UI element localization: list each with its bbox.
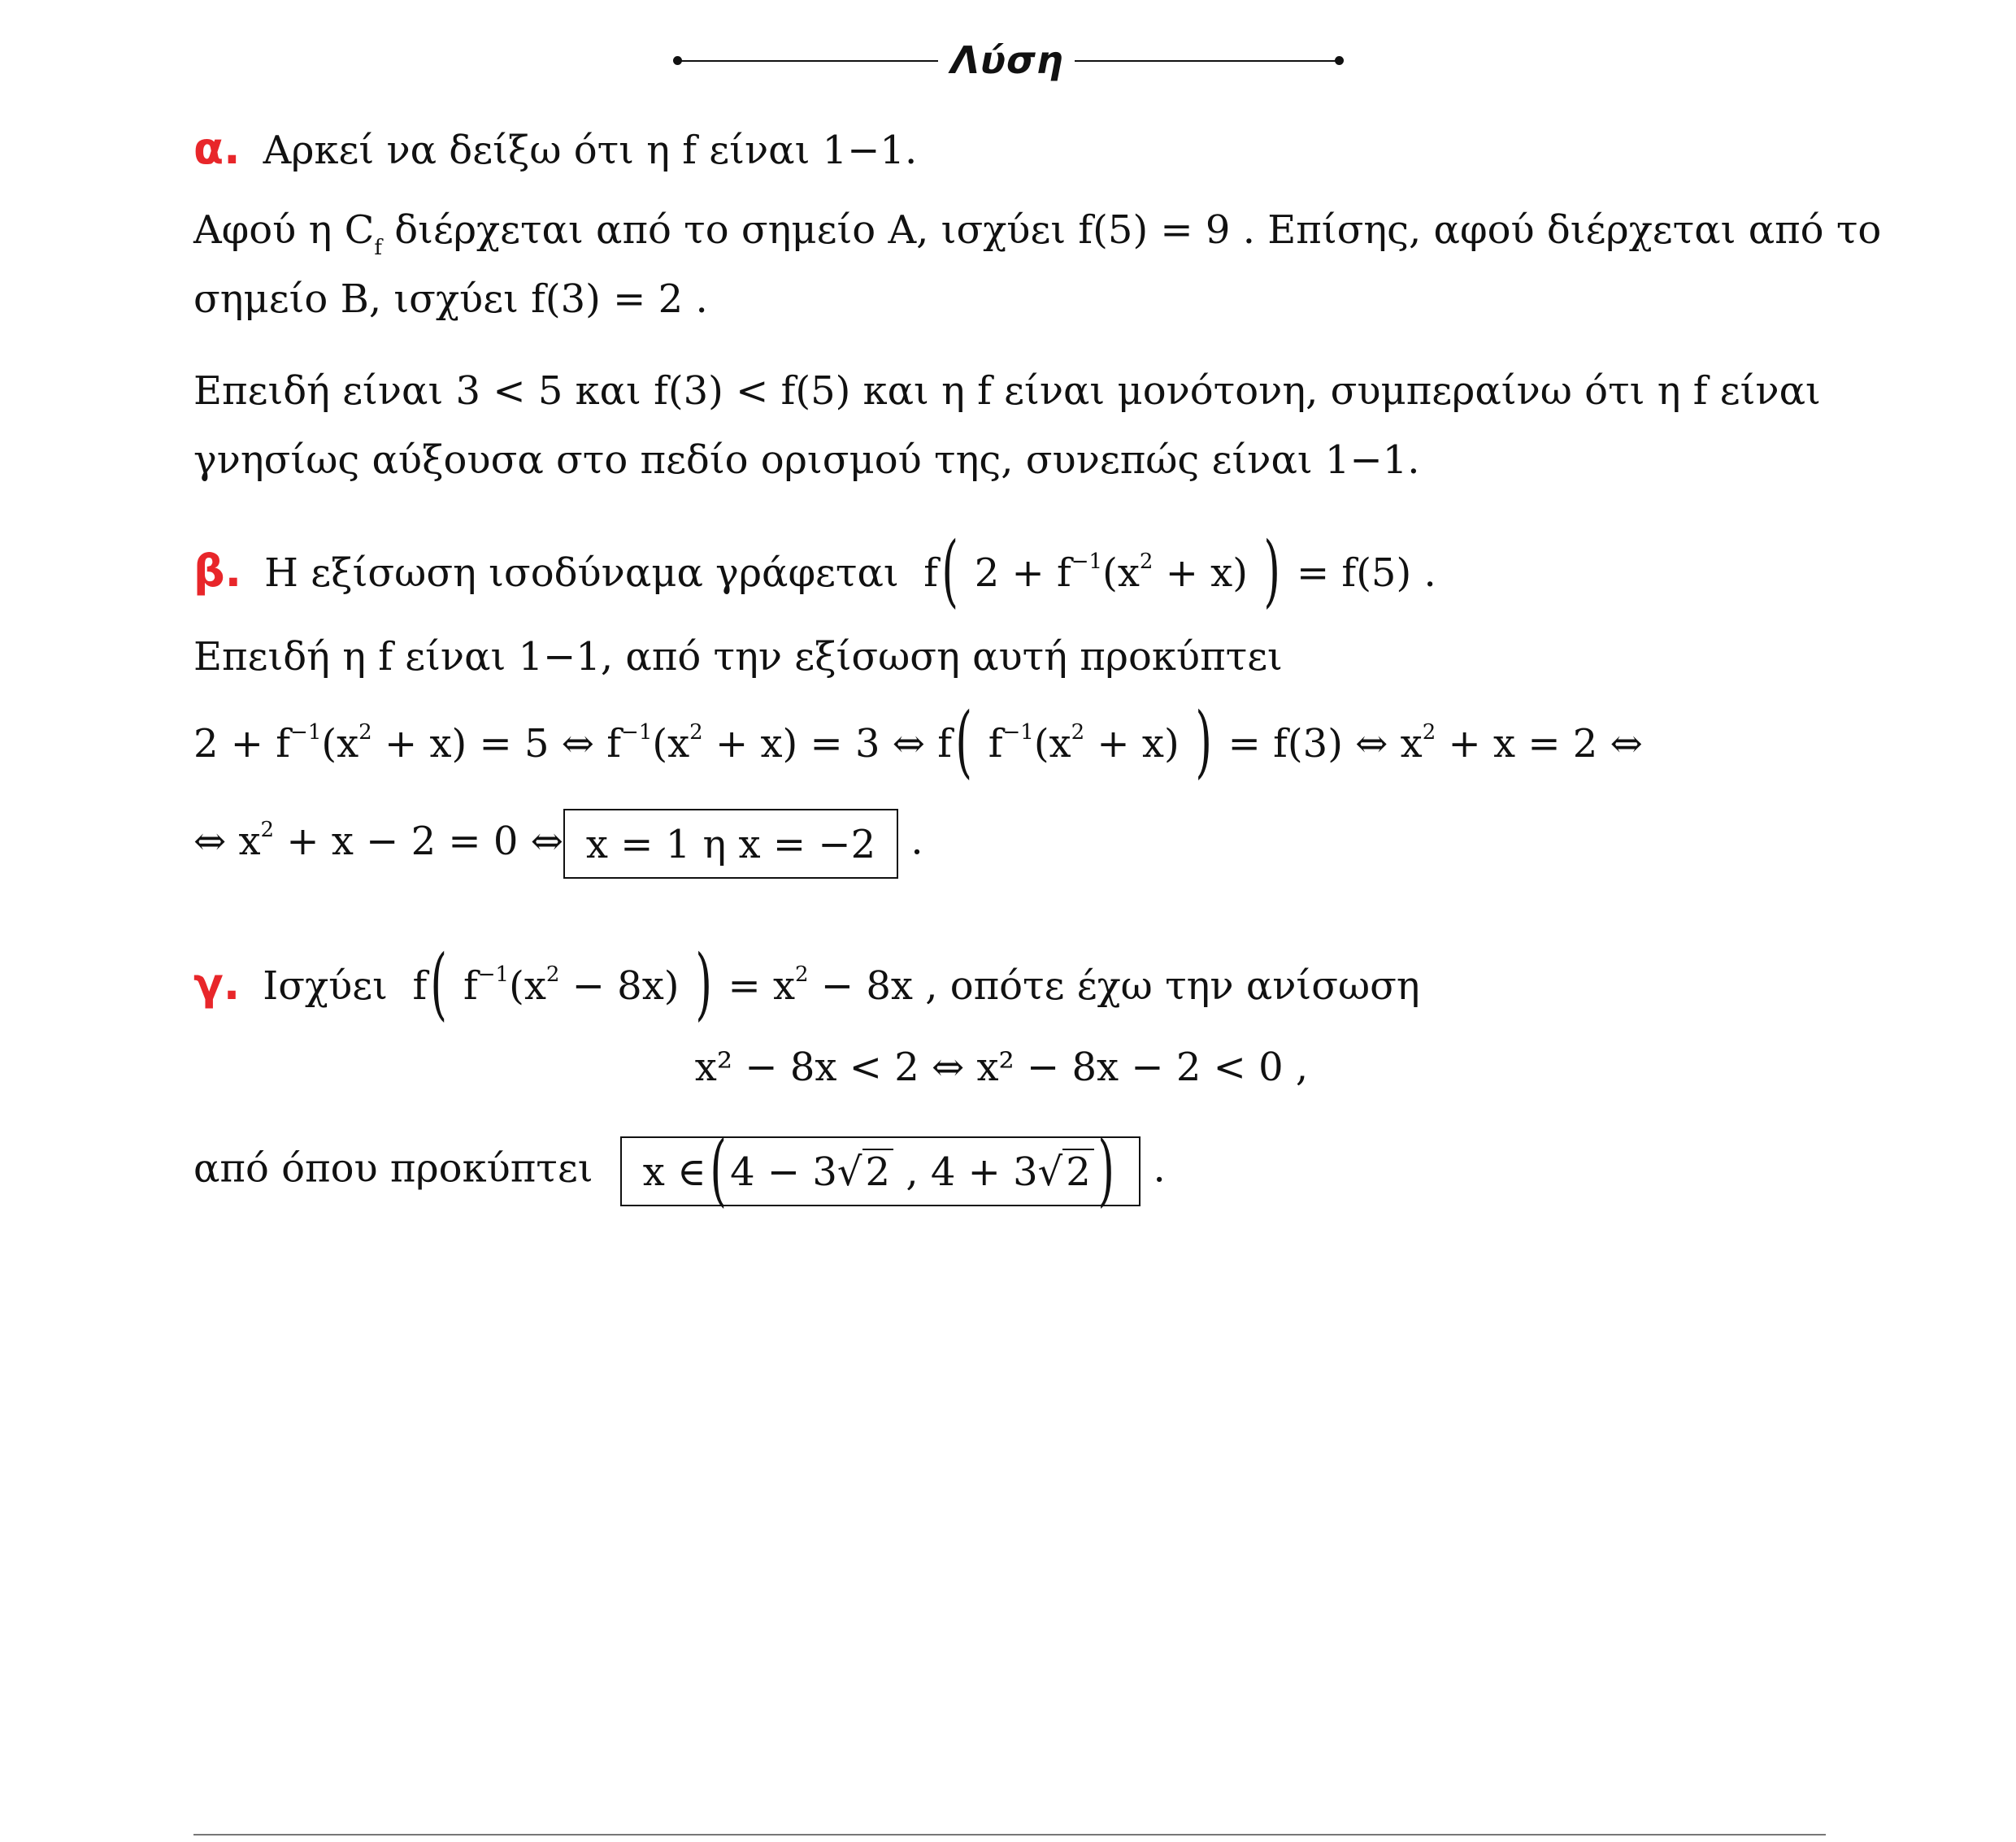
header-dot-right — [1335, 56, 1344, 65]
part-b-line-1 — [193, 525, 1436, 616]
part-b-marker: β. — [193, 545, 242, 597]
part-a-line-2-pre: Αφού η C — [193, 207, 375, 253]
part-c-answer-box: x ∈(4 − 3√2 , 4 + 3√2) — [620, 1136, 1141, 1206]
curve-subscript: f — [374, 236, 382, 260]
section-title: Λύση — [950, 38, 1064, 82]
part-a-statement: Αρκεί να δείξω ότι η f είναι 1−1. — [263, 128, 918, 173]
part-a-marker: α. — [193, 123, 241, 174]
part-b-equation: f( $2 + f^{-1}(x^2 + x)$ ) = f(5) . — [910, 525, 1436, 616]
part-a-line-4: Επειδή είναι 3 < 5 και f(3) < f(5) και η f είναι μονότονη, συμπεραίνω ότι η f είναι — [193, 368, 1821, 414]
part-c-result-text: από όπου προκύπτει — [193, 1145, 593, 1192]
part-a-line-1 — [193, 120, 917, 179]
part-a-line-3: σημείο Β, ισχύει f(3) = 2 . — [193, 276, 708, 322]
part-b-statement: Η εξίσωση ισοδύναμα γράφεται — [264, 550, 899, 596]
part-c-marker: γ. — [193, 958, 241, 1010]
part-b-derivation-2: ⇔ $x^2 + x - 2 = 0$ ⇔ x = 1 η x = −2 . — [193, 809, 923, 879]
header-rule-left — [680, 60, 938, 62]
footer-rule — [193, 1834, 1826, 1835]
part-a-line-5: γνησίως αύξουσα στο πεδίο ορισμού της, συνεπώς είναι 1−1. — [193, 437, 1420, 483]
part-c-identity: f( $f^{-1}(x^2 - 8x)$ ) = $x^2 - 8x$ — [400, 938, 926, 1029]
part-c-statement: Ισχύει — [263, 963, 388, 1009]
part-a-line-2 — [193, 202, 1881, 258]
part-c-inequality: x² − 8x < 2 ⇔ x² − 8x − 2 < 0 , — [694, 1045, 1309, 1090]
part-a-line-2-post: διέρχεται από το σημείο Α, ισχύει f(5) = 9 . Επίσης, αφού διέρχεται από το — [381, 207, 1882, 253]
section-header — [673, 31, 1348, 89]
part-c-result: από όπου προκύπτει x ∈(4 − 3√2 , 4 + 3√2) . — [193, 1124, 1166, 1215]
part-c-statement-tail: , οπότε έχω την ανίσωση — [925, 963, 1420, 1009]
part-b-answer-box: x = 1 η x = −2 — [563, 809, 898, 879]
part-c-line-1 — [193, 938, 1420, 1029]
part-b-derivation-1: $2 + f^{-1}(x^2 + x) = 5$ ⇔ $f^{-1}(x^2 + x) = 3$ ⇔ f( $f^{-1}(x^2 + x)$ ) = f(3) ⇔ $x^2 + x = 2$ ⇔ — [193, 696, 1643, 787]
part-b-line-2: Επειδή η f είναι 1−1, από την εξίσωση αυτή προκύπτει — [193, 634, 1283, 680]
header-rule-right — [1075, 60, 1336, 62]
